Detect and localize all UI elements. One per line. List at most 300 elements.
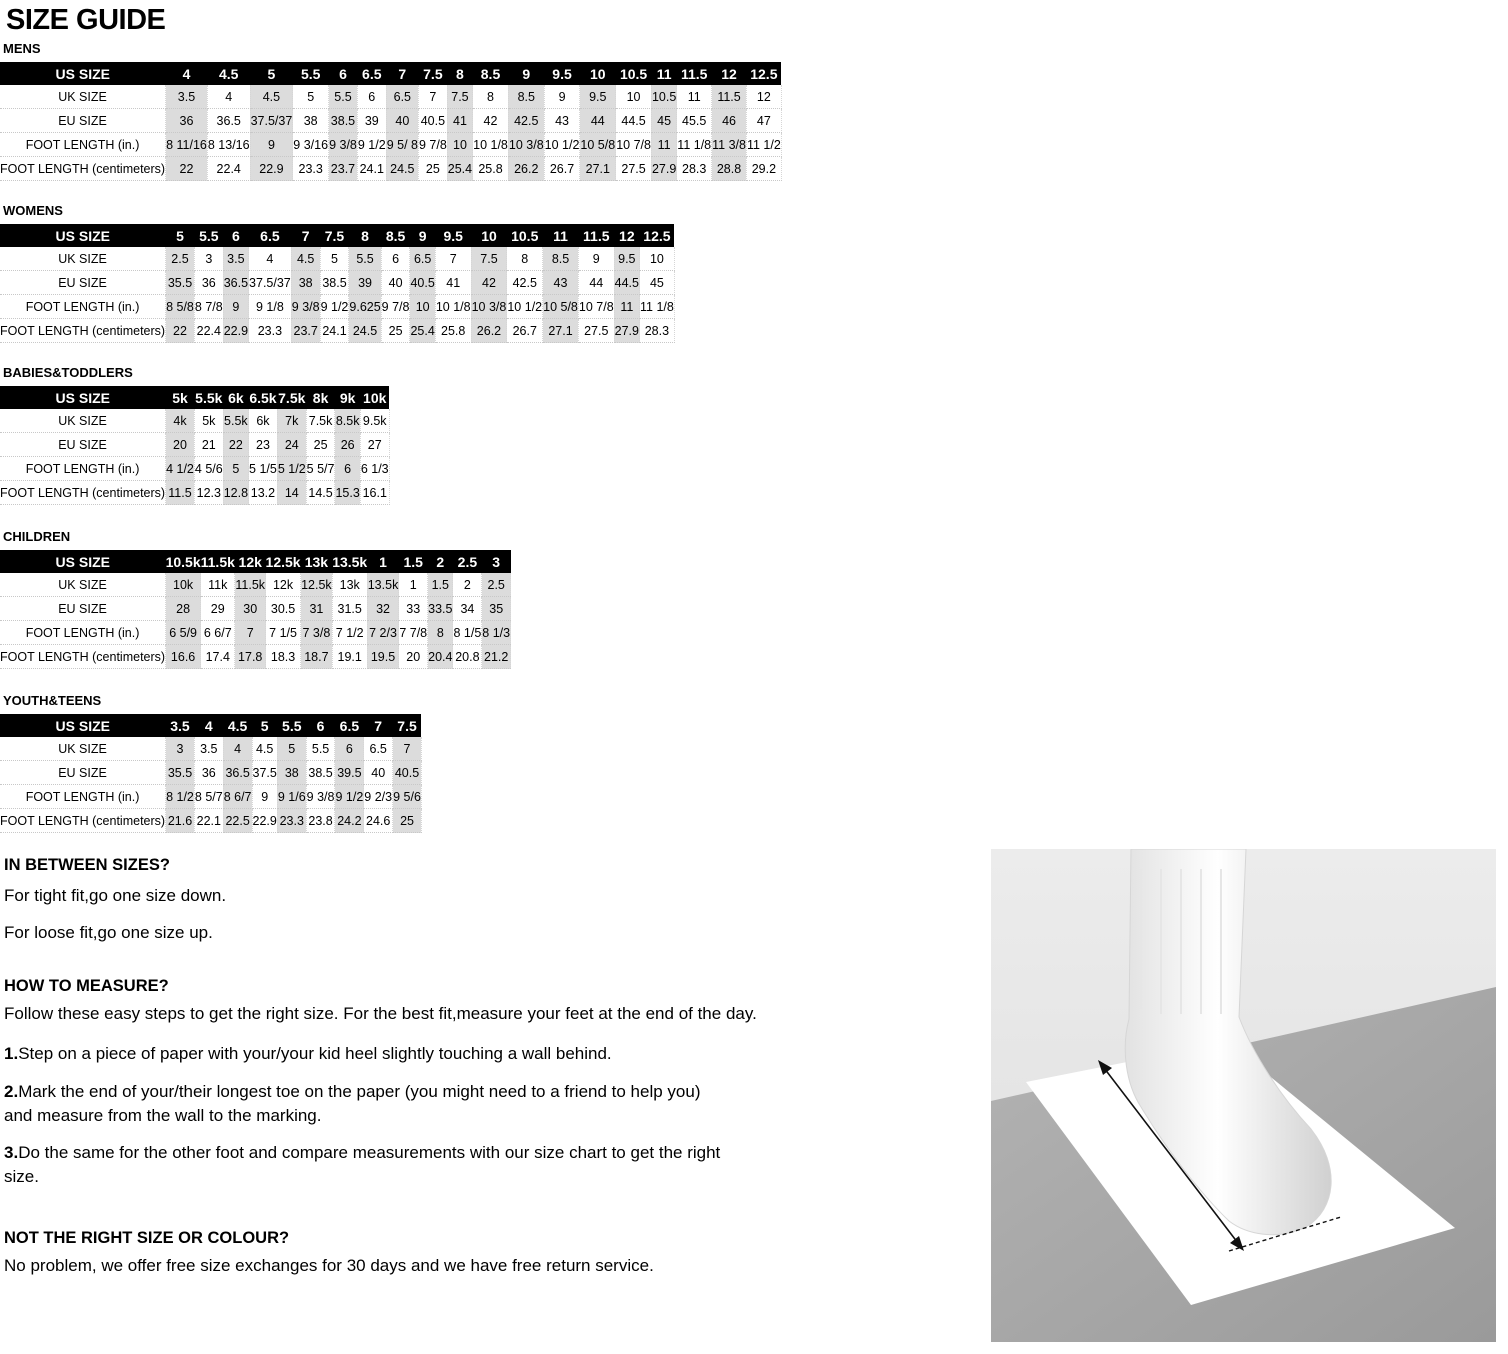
row-label: FOOT LENGTH (in.) (0, 133, 166, 157)
header-cell: 9 (410, 224, 435, 247)
table-cell: 23.7 (291, 319, 320, 343)
table-cell: 6.5 (386, 85, 418, 109)
header-cell: 10 (471, 224, 507, 247)
table-cell: 36 (166, 109, 208, 133)
header-cell: 9.5 (435, 224, 471, 247)
table-cell: 25 (418, 157, 447, 181)
table-cell: 20.4 (428, 645, 453, 669)
table-header-row (0, 62, 781, 85)
table-cell: 22.4 (207, 157, 250, 181)
table-cell: 22.4 (194, 319, 223, 343)
header-cell: 5.5k (194, 386, 223, 409)
size-table (0, 224, 675, 343)
table-cell: 2.5 (166, 247, 195, 271)
table-cell: 6 6/7 (201, 621, 235, 645)
table-cell: 7.5k (306, 409, 335, 433)
table-cell: 25.4 (447, 157, 472, 181)
table-cell: 42 (471, 271, 507, 295)
table-cell: 9 5/ 8 (386, 133, 418, 157)
table-cell: 10 5/8 (580, 133, 616, 157)
table-cell: 9 1/2 (357, 133, 386, 157)
row-label: US SIZE (0, 62, 166, 85)
table-cell: 10 (410, 295, 435, 319)
table-cell: 18.3 (266, 645, 301, 669)
section-title: BABIES&TODDLERS (3, 365, 133, 380)
table-cell: 19.5 (367, 645, 399, 669)
table-cell: 32 (367, 597, 399, 621)
table-cell: 28.3 (677, 157, 712, 181)
table-cell: 3 (194, 247, 223, 271)
table-row (0, 621, 511, 645)
table-cell: 22 (223, 433, 248, 457)
table-cell: 6 (335, 737, 364, 761)
header-cell: 7.5 (320, 224, 349, 247)
table-cell: 8 5/8 (166, 295, 195, 319)
table-cell: 4 1/2 (166, 457, 195, 481)
table-cell: 22 (166, 157, 208, 181)
table-cell: 23.3 (293, 157, 329, 181)
header-cell: 1.5 (399, 550, 428, 573)
table-cell: 26.2 (508, 157, 544, 181)
table-cell: 38.5 (306, 761, 335, 785)
row-label: EU SIZE (0, 109, 166, 133)
header-cell: 8 (447, 62, 472, 85)
row-label: UK SIZE (0, 573, 166, 597)
table-header-row (0, 224, 674, 247)
table-cell: 25 (306, 433, 335, 457)
table-cell: 13.5k (367, 573, 399, 597)
table-cell: 45 (640, 271, 675, 295)
step-text: Mark the end of your/their longest toe on the paper (you might need to a friend to help you) (18, 1082, 701, 1101)
table-cell: 10 1/8 (473, 133, 509, 157)
table-cell: 27.9 (614, 319, 639, 343)
table-cell: 23.3 (277, 809, 306, 833)
table-cell: 14 (277, 481, 306, 505)
table-cell: 24.2 (335, 809, 364, 833)
table-cell: 4.5 (250, 85, 293, 109)
row-label: US SIZE (0, 714, 166, 737)
table-cell: 14.5 (306, 481, 335, 505)
table-cell: 25.4 (410, 319, 435, 343)
table-cell: 22.1 (194, 809, 223, 833)
header-cell: 12.5k (266, 550, 301, 573)
table-cell: 16.1 (360, 481, 389, 505)
table-cell: 8 7/8 (194, 295, 223, 319)
table-cell: 8 (507, 247, 543, 271)
table-cell: 8 13/16 (207, 133, 250, 157)
table-cell: 35.5 (166, 271, 195, 295)
header-cell: 3 (482, 550, 511, 573)
table-cell: 22 (166, 319, 195, 343)
table-cell: 36 (194, 761, 223, 785)
table-cell: 25.8 (435, 319, 471, 343)
table-cell: 25 (393, 809, 422, 833)
header-cell: 10.5 (507, 224, 543, 247)
header-cell: 7.5 (418, 62, 447, 85)
header-cell: 4.5 (223, 714, 252, 737)
table-cell: 40 (386, 109, 418, 133)
table-row (0, 645, 511, 669)
table-cell: 23.3 (249, 319, 292, 343)
header-cell: 6k (223, 386, 248, 409)
table-cell: 11 (677, 85, 712, 109)
table-cell: 7 3/8 (301, 621, 333, 645)
table-cell: 9 7/8 (381, 295, 410, 319)
row-label: UK SIZE (0, 85, 166, 109)
table-cell: 40.5 (418, 109, 447, 133)
header-cell: 4.5 (207, 62, 250, 85)
table-cell: 6 (335, 457, 360, 481)
table-cell: 8 11/16 (166, 133, 208, 157)
row-label: FOOT LENGTH (in.) (0, 295, 166, 319)
header-cell: 7 (291, 224, 320, 247)
header-cell: 2 (428, 550, 453, 573)
table-cell: 8 6/7 (223, 785, 252, 809)
row-label: US SIZE (0, 224, 166, 247)
how-to-measure-section (4, 975, 757, 1189)
table-cell: 9 1/8 (249, 295, 292, 319)
table-cell: 24.1 (320, 319, 349, 343)
table-cell: 41 (435, 271, 471, 295)
row-label: FOOT LENGTH (centimeters) (0, 645, 166, 669)
table-cell: 44 (580, 109, 616, 133)
table-cell: 26 (335, 433, 360, 457)
table-cell: 24 (277, 433, 306, 457)
table-cell: 38.5 (329, 109, 358, 133)
table-cell: 22.9 (223, 319, 248, 343)
row-label: EU SIZE (0, 761, 166, 785)
table-cell: 8 (428, 621, 453, 645)
table-cell: 11 (651, 133, 676, 157)
table-cell: 9 1/2 (335, 785, 364, 809)
measure-intro: Follow these easy steps to get the right size. For the best fit,measure your feet at the end of the day. (4, 1004, 757, 1023)
table-cell: 7k (277, 409, 306, 433)
table-cell: 9 3/8 (329, 133, 358, 157)
row-label: FOOT LENGTH (in.) (0, 457, 166, 481)
header-cell: 5k (166, 386, 195, 409)
table-cell: 4 (207, 85, 250, 109)
page-title: SIZE GUIDE (6, 4, 166, 36)
table-cell: 26.7 (507, 319, 543, 343)
table-header-row (0, 550, 511, 573)
header-cell: 8k (306, 386, 335, 409)
tight-fit-text: For tight fit,go one size down. (4, 886, 227, 905)
header-cell: 5 (166, 224, 195, 247)
returns-heading: NOT THE RIGHT SIZE OR COLOUR? (4, 1229, 290, 1247)
header-cell: 5.5 (293, 62, 329, 85)
table-cell: 33.5 (428, 597, 453, 621)
table-cell: 27 (360, 433, 389, 457)
table-cell: 7 (235, 621, 266, 645)
table-cell: 7 (435, 247, 471, 271)
table-cell: 9 (578, 247, 614, 271)
table-cell: 12k (266, 573, 301, 597)
table-cell: 24.6 (364, 809, 393, 833)
table-cell: 11 1/8 (640, 295, 675, 319)
table-cell: 6 1/3 (360, 457, 389, 481)
table-cell: 7 (393, 737, 422, 761)
table-cell: 9 1/6 (277, 785, 306, 809)
in-between-sizes-section (4, 854, 226, 945)
table-cell: 9 1/2 (320, 295, 349, 319)
table-cell: 12 (746, 85, 781, 109)
loose-fit-text: For loose fit,go one size up. (4, 923, 213, 942)
section-title: YOUTH&TEENS (3, 693, 102, 708)
table-cell: 10 (447, 133, 472, 157)
table-cell: 5 5/7 (306, 457, 335, 481)
table-cell: 4 (249, 247, 292, 271)
table-cell: 46 (712, 109, 747, 133)
table-cell: 11.5 (712, 85, 747, 109)
table-cell: 13k (332, 573, 367, 597)
header-cell: 6.5k (249, 386, 278, 409)
row-label: EU SIZE (0, 597, 166, 621)
table-cell: 12.5k (301, 573, 333, 597)
table-cell: 5.5 (349, 247, 381, 271)
table-cell: 9.5 (580, 85, 616, 109)
table-cell: 11 (614, 295, 639, 319)
table-cell: 8 (473, 85, 509, 109)
table-cell: 7.5 (447, 85, 472, 109)
table-cell: 31.5 (332, 597, 367, 621)
header-cell: 11.5 (677, 62, 712, 85)
row-label: UK SIZE (0, 247, 166, 271)
table-cell: 36.5 (223, 761, 252, 785)
row-label: FOOT LENGTH (in.) (0, 621, 166, 645)
table-cell: 3.5 (166, 85, 208, 109)
table-cell: 5 (320, 247, 349, 271)
row-label: FOOT LENGTH (centimeters) (0, 809, 166, 833)
table-cell: 21.2 (482, 645, 511, 669)
table-cell: 37.5 (252, 761, 277, 785)
table-cell: 10k (166, 573, 201, 597)
table-cell: 27.5 (578, 319, 614, 343)
measure-step-3 (4, 1141, 757, 1189)
table-cell: 30 (235, 597, 266, 621)
table-cell: 47 (746, 109, 781, 133)
section-title: CHILDREN (3, 529, 71, 544)
table-cell: 9 (223, 295, 248, 319)
table-cell: 6 (381, 247, 410, 271)
header-cell: 6.5 (335, 714, 364, 737)
table-cell: 24.5 (386, 157, 418, 181)
header-cell: 8 (349, 224, 381, 247)
table-cell: 1 (399, 573, 428, 597)
table-cell: 10 (616, 85, 652, 109)
table-cell: 23.7 (329, 157, 358, 181)
table-cell: 35.5 (166, 761, 195, 785)
size-table (0, 550, 511, 669)
table-cell: 5.5k (223, 409, 248, 433)
table-cell: 3 (166, 737, 195, 761)
table-cell: 6 5/9 (166, 621, 201, 645)
table-cell: 36.5 (223, 271, 248, 295)
table-cell: 8.5k (335, 409, 360, 433)
row-label: US SIZE (0, 550, 166, 573)
table-cell: 22.9 (250, 157, 293, 181)
table-cell: 24.1 (357, 157, 386, 181)
header-cell: 9k (335, 386, 360, 409)
table-cell: 11.5k (235, 573, 266, 597)
table-row (0, 157, 781, 181)
table-cell: 24.5 (349, 319, 381, 343)
table-cell: 45.5 (677, 109, 712, 133)
step-text-cont: size. (4, 1167, 39, 1186)
row-label: EU SIZE (0, 271, 166, 295)
table-cell: 9.5k (360, 409, 389, 433)
table-cell: 38.5 (320, 271, 349, 295)
table-cell: 20 (166, 433, 195, 457)
table-cell: 7 2/3 (367, 621, 399, 645)
row-label: FOOT LENGTH (centimeters) (0, 157, 166, 181)
table-cell: 11k (201, 573, 235, 597)
table-cell: 9.5 (614, 247, 639, 271)
table-cell: 7 1/2 (332, 621, 367, 645)
table-cell: 10 3/8 (471, 295, 507, 319)
header-cell: 10 (580, 62, 616, 85)
header-cell: 5.5 (194, 224, 223, 247)
table-row (0, 785, 421, 809)
header-cell: 11.5 (578, 224, 614, 247)
size-table (0, 62, 782, 181)
table-cell: 36 (194, 271, 223, 295)
size-table (0, 386, 390, 505)
table-cell: 9 7/8 (418, 133, 447, 157)
header-cell: 12k (235, 550, 266, 573)
table-cell: 6.5 (364, 737, 393, 761)
section-title: MENS (3, 41, 41, 56)
returns-section (4, 1227, 654, 1278)
table-cell: 26.7 (544, 157, 580, 181)
table-cell: 29 (201, 597, 235, 621)
header-cell: 12.5 (746, 62, 781, 85)
table-cell: 26.2 (471, 319, 507, 343)
header-cell: 12 (614, 224, 639, 247)
table-cell: 27.9 (651, 157, 676, 181)
header-cell: 7 (364, 714, 393, 737)
header-cell: 2.5 (453, 550, 482, 573)
table-cell: 39 (357, 109, 386, 133)
header-cell: 5 (250, 62, 293, 85)
table-header-row (0, 386, 389, 409)
table-cell: 4.5 (291, 247, 320, 271)
step-text: Step on a piece of paper with your/your kid heel slightly touching a wall behind. (18, 1044, 612, 1063)
table-cell: 40 (381, 271, 410, 295)
table-cell: 6k (249, 409, 278, 433)
header-cell: 6 (223, 224, 248, 247)
row-label: FOOT LENGTH (in.) (0, 785, 166, 809)
header-cell: 7 (386, 62, 418, 85)
table-cell: 10 5/8 (543, 295, 579, 319)
measure-step-1 (4, 1042, 757, 1066)
table-cell: 10 1/2 (507, 295, 543, 319)
table-cell: 27.1 (580, 157, 616, 181)
row-label: EU SIZE (0, 433, 166, 457)
table-cell: 17.8 (235, 645, 266, 669)
table-cell: 9 5/6 (393, 785, 422, 809)
table-cell: 10 3/8 (508, 133, 544, 157)
table-cell: 7.5 (471, 247, 507, 271)
table-cell: 22.5 (223, 809, 252, 833)
step-number: 2. (4, 1082, 19, 1101)
table-cell: 41 (447, 109, 472, 133)
how-to-measure-heading: HOW TO MEASURE? (4, 977, 169, 995)
table-cell: 7 (418, 85, 447, 109)
table-row (0, 409, 389, 433)
table-cell: 9 3/8 (306, 785, 335, 809)
table-cell: 8 1/2 (166, 785, 195, 809)
foot-measurement-illustration (991, 849, 1496, 1342)
table-cell: 28.3 (640, 319, 675, 343)
table-cell: 8 1/3 (482, 621, 511, 645)
header-cell: 10.5 (616, 62, 652, 85)
table-cell: 4.5 (252, 737, 277, 761)
table-cell: 11 1/8 (677, 133, 712, 157)
table-cell: 5 (293, 85, 329, 109)
table-row (0, 85, 781, 109)
table-cell: 38 (293, 109, 329, 133)
table-cell: 11 3/8 (712, 133, 747, 157)
table-cell: 10 7/8 (616, 133, 652, 157)
table-cell: 5.5 (306, 737, 335, 761)
table-cell: 6 (357, 85, 386, 109)
table-cell: 23.8 (306, 809, 335, 833)
row-label: FOOT LENGTH (centimeters) (0, 319, 166, 343)
table-cell: 2 (453, 573, 482, 597)
row-label: UK SIZE (0, 409, 166, 433)
step-number: 3. (4, 1143, 19, 1162)
table-cell: 31 (301, 597, 333, 621)
table-cell: 42.5 (508, 109, 544, 133)
section-title: WOMENS (3, 203, 63, 218)
header-cell: 10.5k (166, 550, 201, 573)
table-cell: 9 3/16 (293, 133, 329, 157)
table-cell: 11 1/2 (746, 133, 781, 157)
table-cell: 39 (349, 271, 381, 295)
table-cell: 8 1/5 (453, 621, 482, 645)
table-cell: 40 (364, 761, 393, 785)
header-cell: 11.5k (201, 550, 235, 573)
table-row (0, 597, 511, 621)
table-cell: 27.5 (616, 157, 652, 181)
table-cell: 4k (166, 409, 195, 433)
table-cell: 43 (544, 109, 580, 133)
table-cell: 40.5 (410, 271, 435, 295)
header-cell: 10k (360, 386, 389, 409)
header-cell: 9.5 (544, 62, 580, 85)
table-cell: 5 1/2 (277, 457, 306, 481)
table-cell: 25.8 (473, 157, 509, 181)
table-cell: 9 (544, 85, 580, 109)
table-cell: 10 7/8 (578, 295, 614, 319)
table-cell: 21 (194, 433, 223, 457)
table-cell: 10.5 (651, 85, 676, 109)
header-cell: 11 (651, 62, 676, 85)
table-cell: 44 (578, 271, 614, 295)
header-cell: 7.5k (277, 386, 306, 409)
header-cell: 4 (166, 62, 208, 85)
table-cell: 34 (453, 597, 482, 621)
row-label: UK SIZE (0, 737, 166, 761)
table-cell: 44.5 (614, 271, 639, 295)
table-cell: 9 3/8 (291, 295, 320, 319)
table-cell: 30.5 (266, 597, 301, 621)
table-cell: 27.1 (543, 319, 579, 343)
header-cell: 6 (306, 714, 335, 737)
header-cell: 4 (194, 714, 223, 737)
table-row (0, 481, 389, 505)
table-cell: 38 (291, 271, 320, 295)
